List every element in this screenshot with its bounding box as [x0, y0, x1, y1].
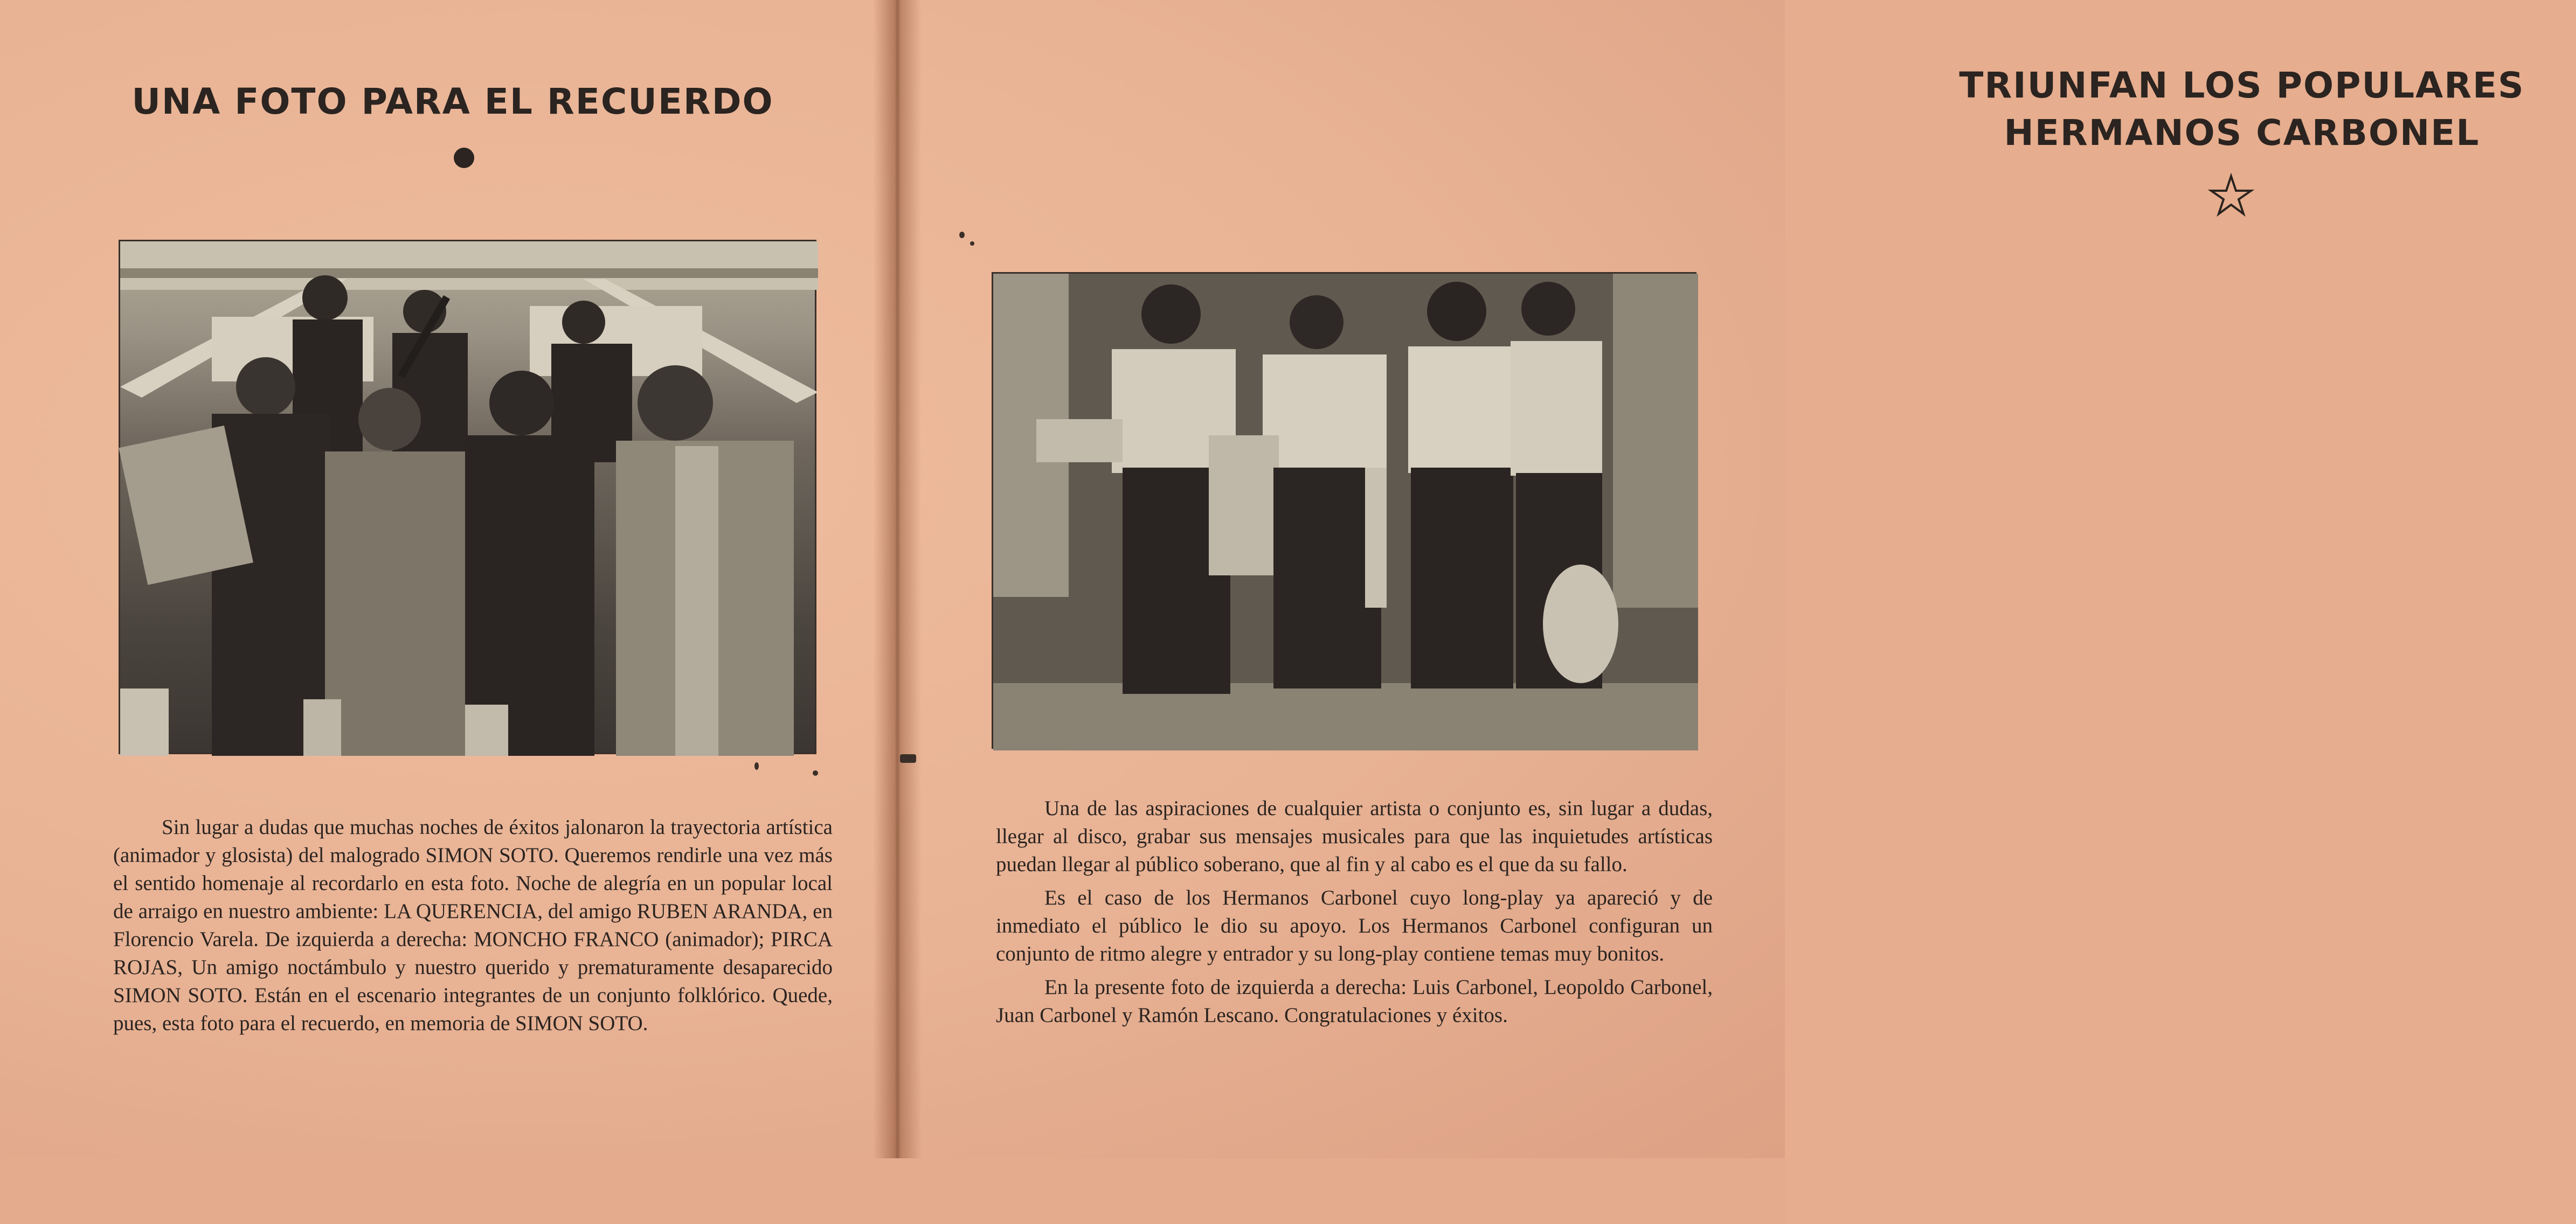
photo-la-querencia-illustration — [120, 241, 818, 756]
binding-staple — [900, 754, 916, 763]
right-page-title — [1908, 62, 2576, 157]
photo-hermanos-carbonel — [992, 272, 1696, 749]
dot-icon — [454, 148, 474, 168]
right-page-body — [996, 795, 1713, 1035]
scan-background — [0, 1158, 1785, 1224]
print-speck — [970, 241, 974, 246]
right-page-paragraph-2: Es el caso de los Hermanos Carbonel cuyo long-play ya apareció y de inmediato el público le dio su apoyo. Los Hermanos Carbonel configuran un conjunto de ritmo alegre y entrador y su long-play contiene temas muy bonitos. — [996, 886, 1713, 965]
print-speck — [959, 232, 965, 238]
photo-hermanos-carbonel-illustration — [993, 274, 1698, 750]
photo-la-querencia — [119, 240, 816, 754]
left-page — [0, 0, 895, 1158]
right-page-title-line1: TRIUNFAN LOS POPULARES — [1959, 65, 2525, 106]
left-page-title: UNA FOTO PARA EL RECUERDO — [131, 81, 774, 122]
print-speck — [754, 762, 759, 770]
right-page-title-line2: HERMANOS CARBONEL — [2004, 112, 2480, 154]
left-page-paragraph: Sin lugar a dudas que muchas noches de éxitos jalonaron la trayectoria artística (animador y glosista) del malogrado SIMON SOTO. Queremos rendirle una vez más el sentido homenaje al recordarlo en esta foto. Noche de alegría en un popular local de arraigo en nuestro ambiente: LA QUERENCIA, del amigo RUBEN ARANDA, en Florencio Varela. De izquierda a derecha: MONCHO FRANCO (animador); PIRCA ROJAS, Un amigo noctámbulo y nuestro querido y prematuramente desaparecido SIMON SOTO. Están en el escenario integrantes de un conjunto folklórico. Quede, pues, esta foto para el recuerdo, en memoria de SIMON SOTO. — [113, 816, 833, 1035]
right-page-paragraph-1: Una de las aspiraciones de cualquier artista o conjunto es, sin lugar a dudas, llegar al disco, grabar sus mensajes musicales para que las inquietudes artísticas puedan llegar al público soberano, que al fin y al cabo es el que da su fallo. — [996, 797, 1713, 876]
print-speck — [813, 770, 818, 776]
star-icon — [2210, 173, 2253, 217]
right-page-paragraph-3: En la presente foto de izquierda a derecha: Luis Carbonel, Leopoldo Carbonel, Juan Carbonel y Ramón Lescano. Congratulaciones y éxitos. — [996, 976, 1713, 1027]
